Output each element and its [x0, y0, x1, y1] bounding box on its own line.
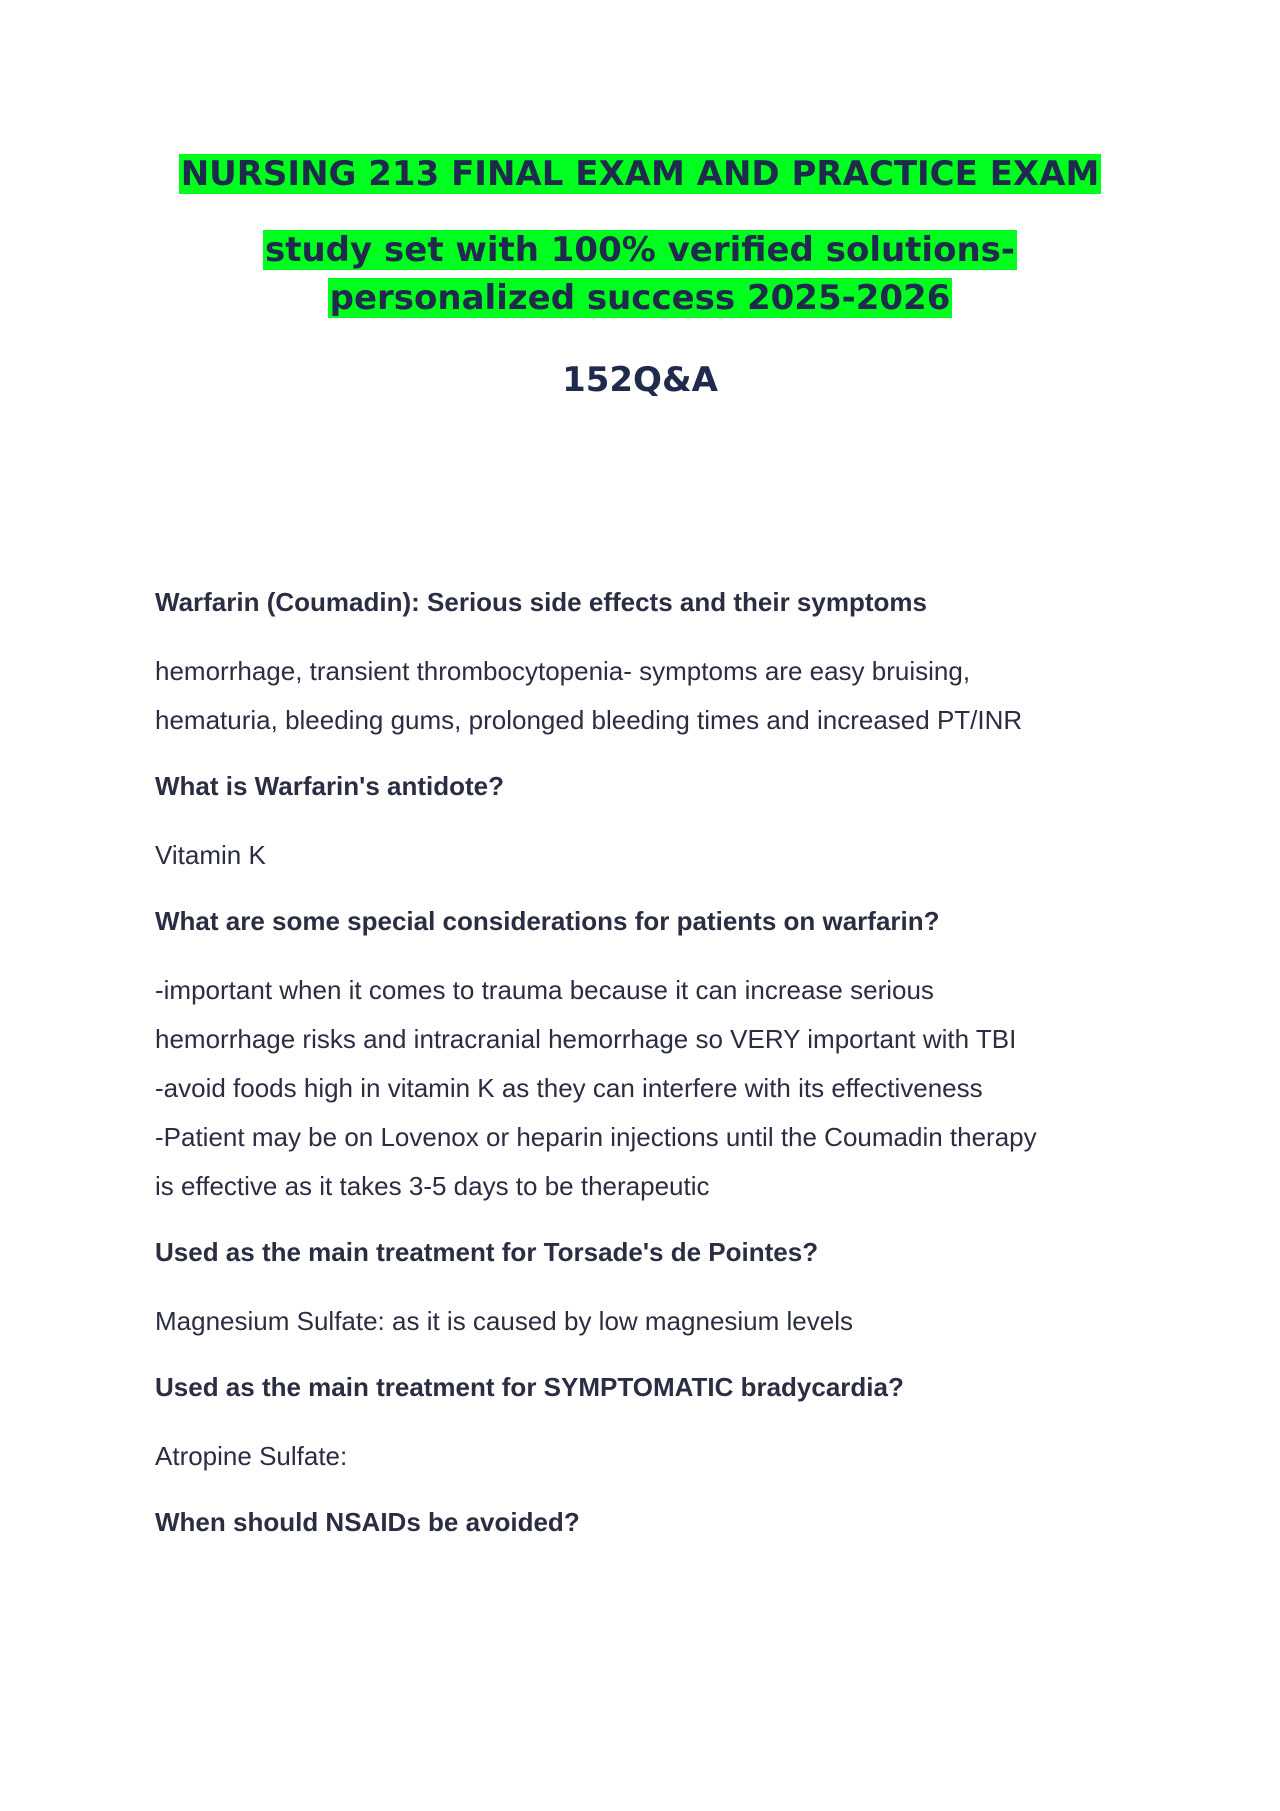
answer-line: Magnesium Sulfate: as it is caused by low magnesium levels	[155, 1306, 853, 1336]
document-header	[150, 150, 1130, 404]
qa-item	[155, 585, 1115, 745]
answer-line: hemorrhage, transient thrombocytopenia- symptoms are easy bruising,	[155, 656, 971, 686]
qa-item	[155, 1370, 1115, 1481]
qa-item	[155, 769, 1115, 880]
answer-line: hemorrhage risks and intracranial hemorrhage so VERY important with TBI	[155, 1024, 1017, 1054]
question-count: 152Q&A	[562, 360, 718, 400]
answer	[155, 647, 1115, 745]
answer	[155, 831, 1115, 880]
answer	[155, 1432, 1115, 1481]
answer-line: -important when it comes to trauma because it can increase serious	[155, 975, 934, 1005]
qa-item	[155, 904, 1115, 1211]
answer-line: -Patient may be on Lovenox or heparin injections until the Coumadin therapy	[155, 1122, 1037, 1152]
answer-line: Vitamin K	[155, 840, 266, 870]
answer-line: Atropine Sulfate:	[155, 1441, 348, 1471]
document-subtitle: study set with 100% verified solutions-personalized success 2025-2026	[264, 230, 1015, 318]
qa-item	[155, 1235, 1115, 1346]
question: Used as the main treatment for SYMPTOMATIC bradycardia?	[155, 1372, 904, 1402]
answer	[155, 1297, 1115, 1346]
qa-list	[155, 585, 1115, 1567]
question: What are some special considerations for patients on warfarin?	[155, 906, 940, 936]
answer-line: -avoid foods high in vitamin K as they can interfere with its effectiveness	[155, 1073, 983, 1103]
question: When should NSAIDs be avoided?	[155, 1507, 580, 1537]
qa-item	[155, 1505, 1115, 1539]
question: What is Warfarin's antidote?	[155, 771, 505, 801]
answer-line: is effective as it takes 3-5 days to be therapeutic	[155, 1171, 710, 1201]
question: Warfarin (Coumadin): Serious side effects and their symptoms	[155, 587, 927, 617]
answer-line: hematuria, bleeding gums, prolonged bleeding times and increased PT/INR	[155, 705, 1023, 735]
subtitle-line	[150, 226, 1130, 322]
answer	[155, 966, 1115, 1211]
question: Used as the main treatment for Torsade's de Pointes?	[155, 1237, 819, 1267]
title-line	[150, 150, 1130, 198]
document-title: NURSING 213 FINAL EXAM AND PRACTICE EXAM	[180, 154, 1100, 194]
